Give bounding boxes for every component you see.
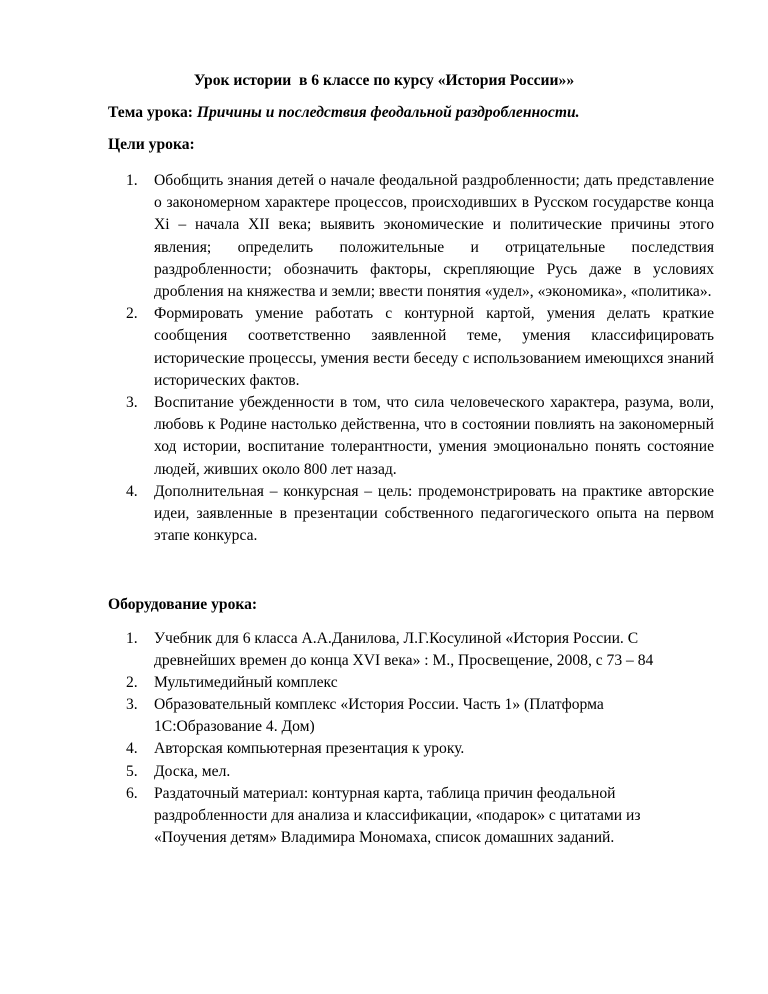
goal-text: Воспитание убежденности в том, что сила человеческого характера, разума, воли, любовь к Родине настолько действенна, что в состоянии повлиять на закономерный ход истории, воспитание толерантности, умения эмоционально понять состояние людей, живших около 800 лет назад.: [154, 394, 714, 478]
list-item: [108, 303, 714, 392]
list-number: 6.: [126, 784, 138, 802]
list-number: 1.: [126, 172, 138, 189]
list-number: 3.: [126, 696, 138, 714]
goal-text: Обобщить знания детей о начале феодальной раздробленности; дать представление о закономерном характере процессов, происходивших в Русском государстве конца Xi – начала XII века; выявить экономические и политические причины этого явления; определить положительные и отрицательные последствия раздробленности; обозначить факторы, скрепляющие Русь даже в условиях дробления на княжества и земли; ввести понятия «удел», «экономика», «политика».: [154, 172, 714, 301]
equipment-text: Мультимедийный комплекс: [154, 674, 338, 692]
topic-value: Причины и последствия феодальной раздробленности.: [196, 104, 580, 121]
list-item: [108, 738, 714, 760]
list-item: [108, 170, 714, 303]
list-number: 4.: [126, 740, 138, 758]
list-item: [108, 694, 714, 738]
goal-text: Формировать умение работать с контурной картой, умения делать краткие сообщения соответственно заявленной теме, умения классифицировать исторические процессы, умения вести беседу с использованием имеющихся знаний исторических фактов.: [154, 305, 714, 389]
equipment-text: Доска, мел.: [154, 762, 231, 780]
topic-label: Тема урока:: [108, 104, 193, 121]
lesson-topic: [108, 103, 728, 123]
list-item: [108, 392, 714, 481]
lesson-title: Урок истории в 6 классе по курсу «История России»»: [193, 72, 575, 89]
equipment-text: Учебник для 6 класса А.А.Данилова, Л.Г.Косулиной «История России. С древнейших времен до конца XVI века» : М., Просвещение, 2008, с 73 – 84: [154, 630, 654, 670]
goals-heading: Цели урока:: [108, 136, 195, 153]
list-number: 2.: [126, 305, 138, 323]
goal-text: Дополнительная – конкурсная – цель: продемонстрировать на практике авторские идеи, заявленные в презентации собственного педагогического опыта на первом этапе конкурса.: [154, 482, 714, 545]
equipment-text: Образовательный комплекс «История России. Часть 1» (Платформа 1С:Образование 4. Дом): [154, 696, 604, 736]
equipment-text: Авторская компьютерная презентация к уроку.: [154, 740, 465, 758]
equipment-text: Раздаточный материал: контурная карта, таблица причин феодальной раздробленности для анализа и классификации, «подарок» с цитатами из «Поучения детям» Владимира Мономаха, список домашних заданий.: [154, 784, 641, 846]
equipment-list: [108, 628, 714, 849]
list-number: 1.: [126, 630, 138, 647]
list-item: [108, 783, 714, 849]
equipment-heading: Оборудование урока:: [108, 596, 258, 613]
list-number: 5.: [126, 762, 138, 780]
list-item: [108, 672, 714, 694]
list-item: [108, 481, 714, 548]
list-item: [108, 761, 714, 783]
list-number: 3.: [126, 394, 138, 412]
list-number: 4.: [126, 482, 138, 500]
goals-list: [108, 170, 714, 547]
list-item: [108, 628, 714, 672]
list-number: 2.: [126, 674, 138, 692]
